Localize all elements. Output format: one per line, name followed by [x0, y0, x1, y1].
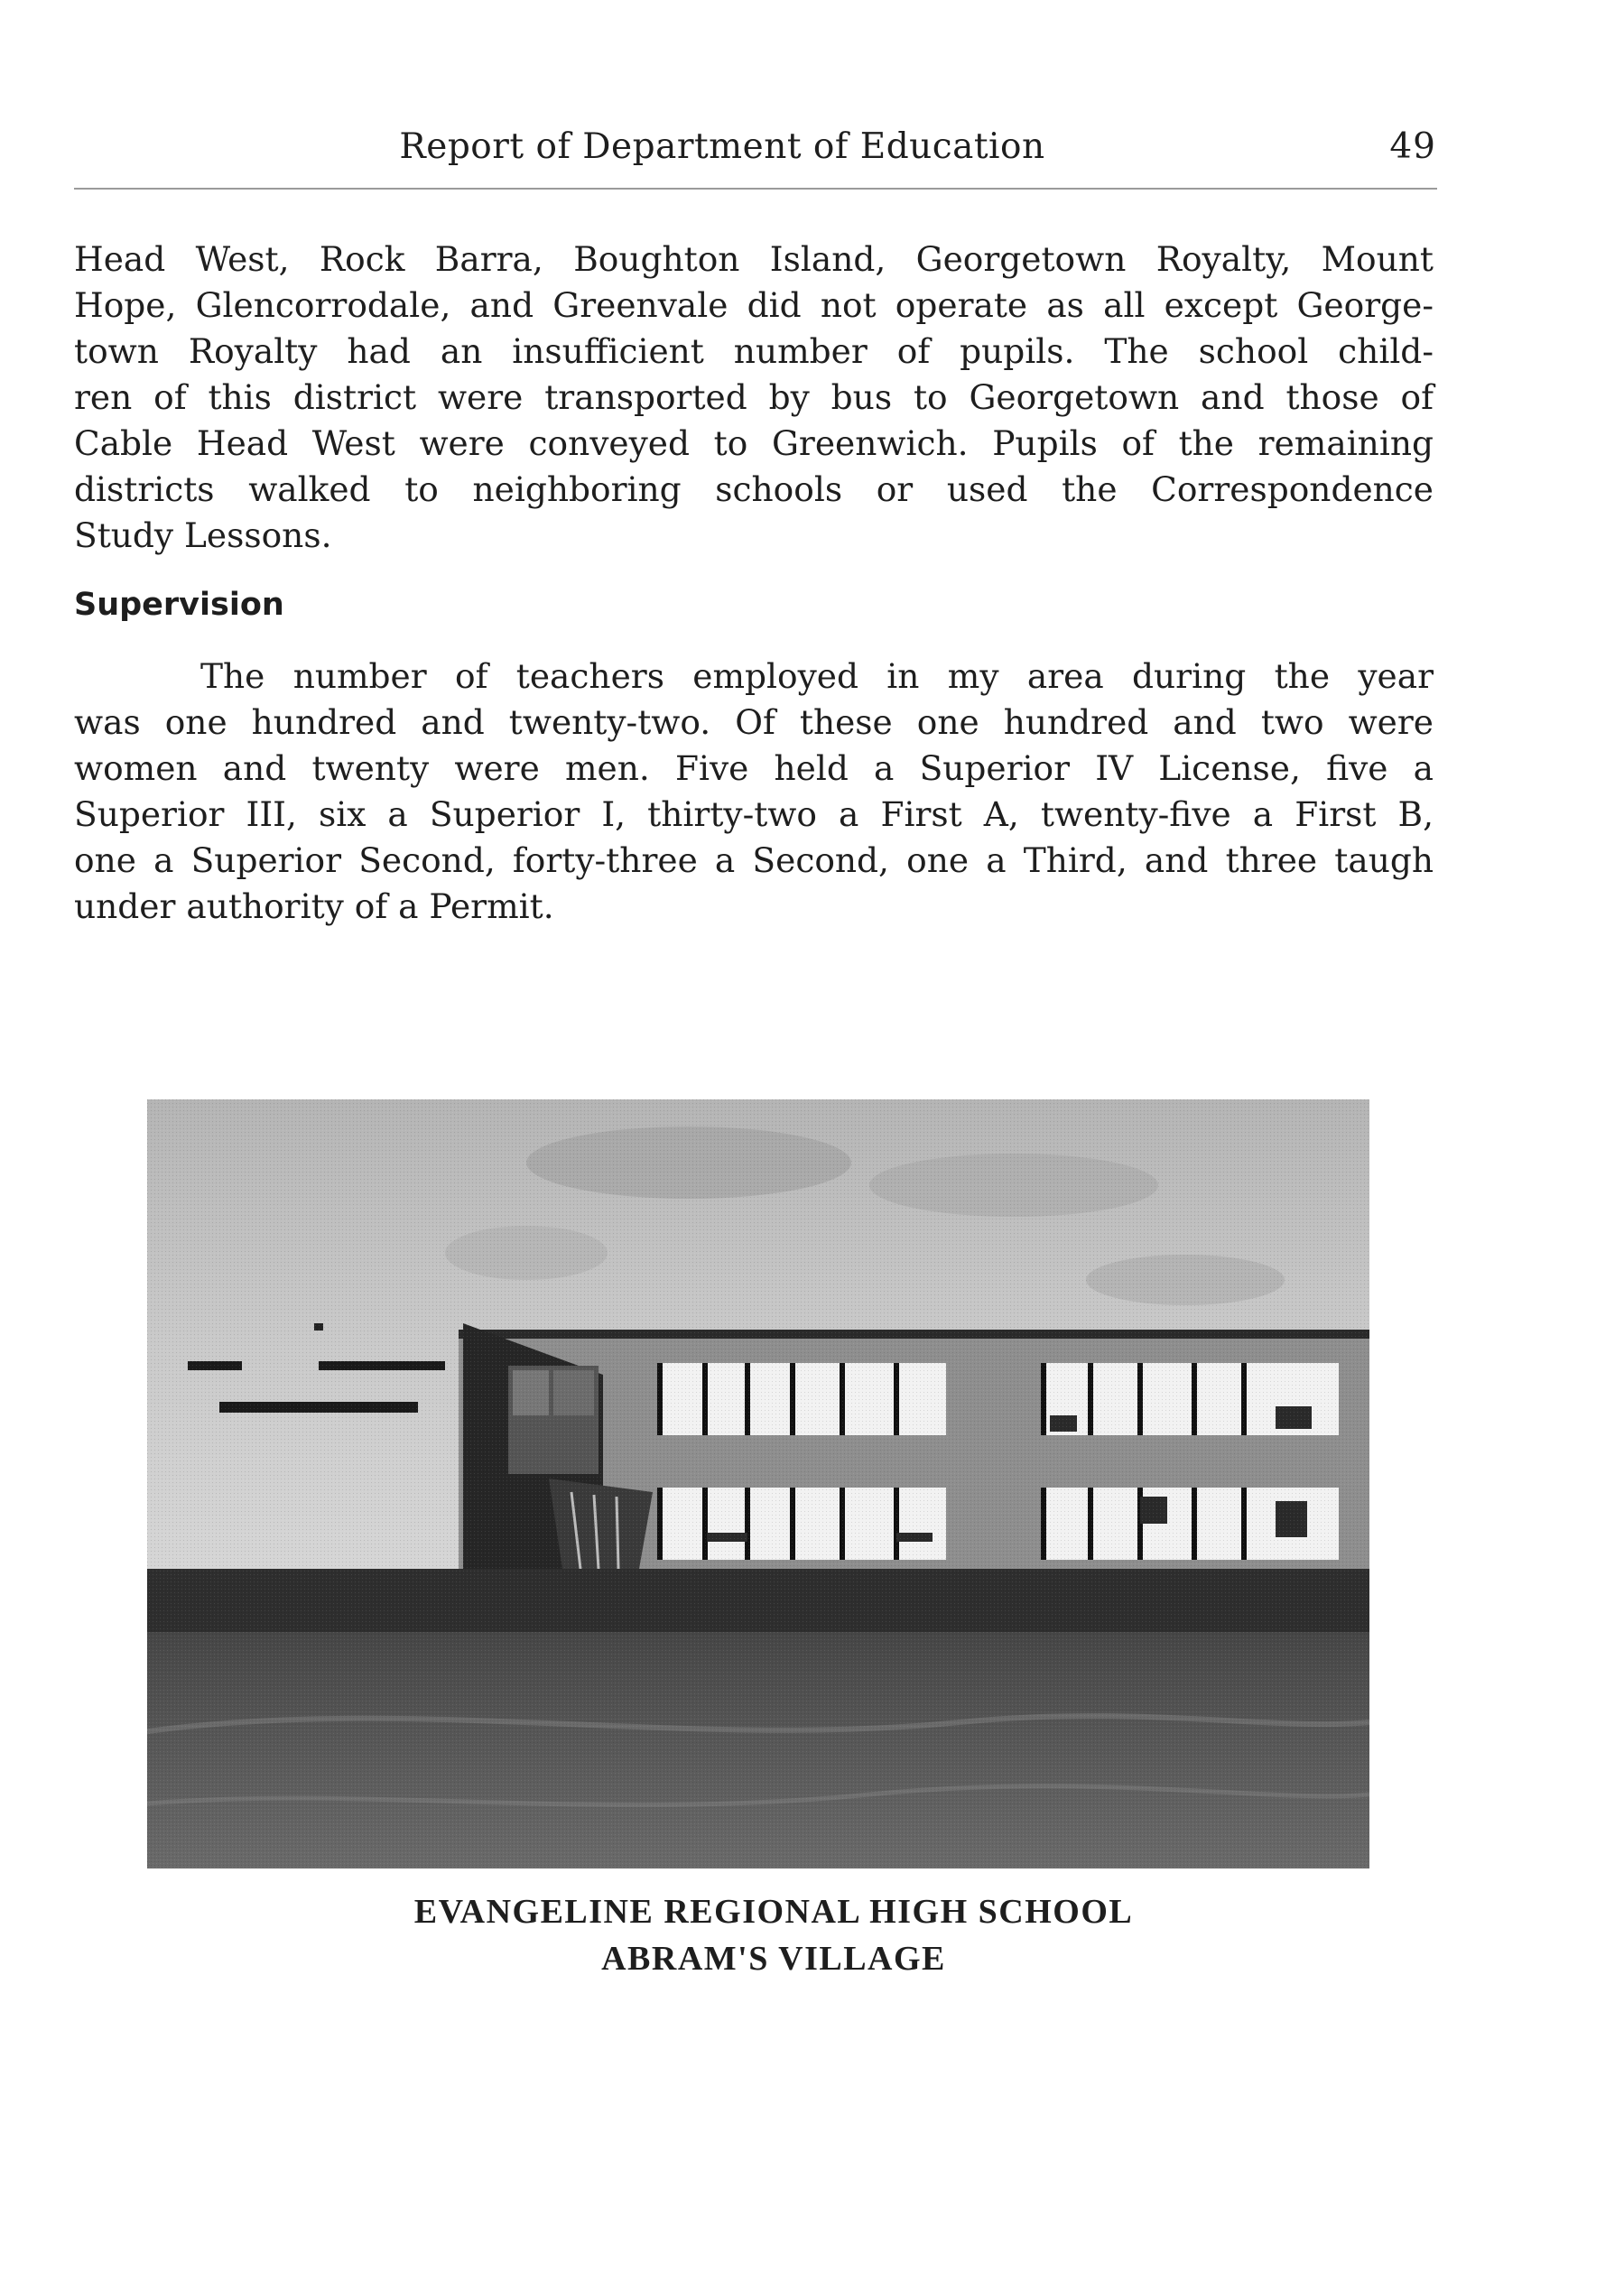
text-line: women and twenty were men. Five held a Superior IV License, five a [74, 748, 1434, 788]
text-line: ren of this district were transported by bus to Georgetown and those of [74, 377, 1434, 417]
text-line: was one hundred and twenty-two. Of these one hundred and two were [74, 702, 1434, 742]
caption-line-location: ABRAM'S VILLAGE [601, 1940, 946, 1978]
text-line: Cable Head West were conveyed to Greenwich. Pupils of the remaining [74, 423, 1434, 463]
text-line: Superior III, six a Superior I, thirty-two a First A, twenty-five a First B, [74, 794, 1434, 834]
text-line: Hope, Glencorrodale, and Greenvale did not operate as all except George- [74, 285, 1434, 325]
running-header: Report of Department of Education [399, 126, 1045, 167]
text-line: The number of teachers employed in my area during the year [200, 656, 1434, 696]
school-building-photo [147, 1099, 1369, 1868]
paragraph-school-districts [74, 236, 1434, 559]
text-line: under authority of a Permit. [74, 886, 554, 926]
paragraph-supervision [74, 654, 1434, 930]
text-line: one a Superior Second, forty-three a Second, one a Third, and three taugh [74, 840, 1434, 880]
text-line: Head West, Rock Barra, Boughton Island, Georgetown Royalty, Mount [74, 239, 1434, 279]
page-number: 49 [1389, 126, 1436, 167]
header-divider [74, 188, 1437, 190]
text-line: districts walked to neighboring schools or used the Correspondence [74, 469, 1434, 509]
text-line: town Royalty had an insufficient number of pupils. The school child- [74, 331, 1434, 371]
section-heading-supervision: Supervision [74, 587, 284, 623]
photo-illustration [147, 1099, 1369, 1868]
caption-line-school-name: EVANGELINE REGIONAL HIGH SCHOOL [413, 1893, 1134, 1931]
photo-caption [74, 1888, 1473, 1982]
text-line: Study Lessons. [74, 515, 332, 555]
